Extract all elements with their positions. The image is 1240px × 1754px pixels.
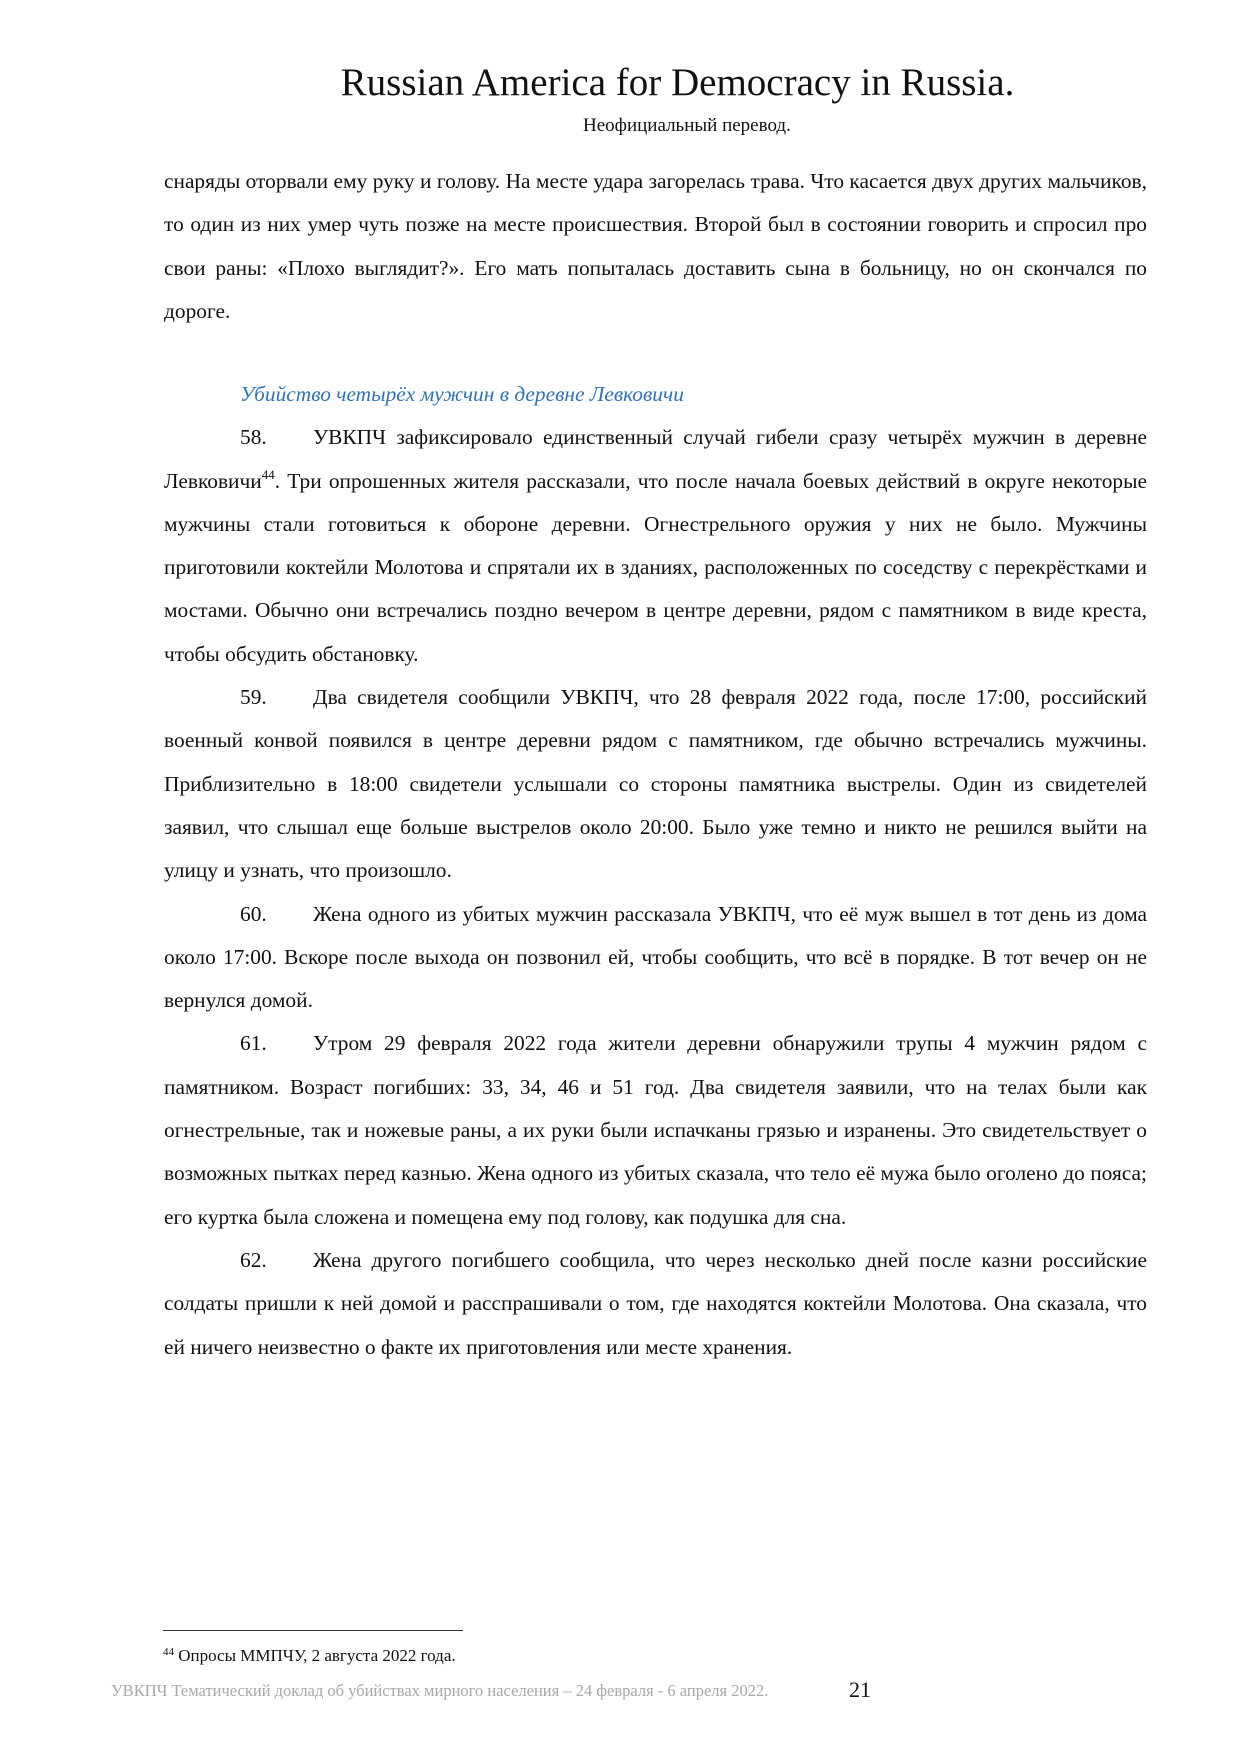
page-number: 21 [849,1677,871,1702]
page-subtitle: Неофициальный перевод. [583,115,791,136]
paragraph-text: УВКПЧ зафиксировало единственный случай гибели сразу четырёх мужчин в деревне Левковичи [164,425,1147,493]
paragraph-61 [164,1022,1147,1238]
intro-paragraph: снаряды оторвали ему руку и голову. На месте удара загорелась трава. Что касается двух других мальчиков, то один из них умер чуть позже на месте происшествия. Второй был в состоянии говорить и спросил про свои раны: «Плохо выглядит?». Его мать попыталась доставить сына в больницу, но он скончался по дороге. [164,169,1147,323]
footnote-ref-44[interactable]: 44 [261,466,275,482]
page-footer-text: УВКПЧ Тематический доклад об убийствах мирного населения – 24 февраля - 6 апреля 2022. [111,1681,769,1700]
section-levkovichi [164,373,1147,1369]
paragraph-59 [164,676,1147,892]
footnote-44 [163,1645,456,1667]
paragraph-58 [164,416,1147,676]
footnote-marker: 44 [163,1646,174,1658]
paragraph-60 [164,893,1147,1023]
footnote-text: Опросы ММПЧУ, 2 августа 2022 года. [174,1646,456,1665]
paragraph-number: 58. [240,425,267,450]
intro-section [164,160,1147,333]
paragraph-62 [164,1239,1147,1369]
paragraph-text-continued: . Три опрошенных жителя рассказали, что после начала боевых действий в округе некоторые мужчины стали готовиться к обороне деревни. Огнестрельного оружия у них не было. Мужчины приготовили коктейли Молотова и спрятали их в зданиях, расположенных по соседству с перекрёстками и мостами. Обычно они встречались поздно вечером в центре деревни, рядом с памятником в виде креста, чтобы обсудить обстановку. [164,468,1147,666]
paragraph-text: Жена другого погибшего сообщила, что через несколько дней после казни российские солдаты пришли к ней домой и расспрашивали о том, где находятся коктейли Молотова. Она сказала, что ей ничего неизвестно о факте их приготовления или месте хранения. [164,1247,1147,1359]
paragraph-text: Жена одного из убитых мужчин рассказала УВКПЧ, что её муж вышел в тот день из дома около 17:00. Вскоре после выхода он позвонил ей, чтобы сообщить, что всё в порядке. В тот вечер он не вернулся домой. [164,901,1147,1013]
paragraph-number: 59. [240,685,267,710]
paragraph-number: 61. [240,1031,267,1056]
paragraph-text: Два свидетеля сообщили УВКПЧ, что 28 февраля 2022 года, после 17:00, российский военный конвой появился в центре деревни рядом с памятником, где обычно встречались мужчины. Приблизительно в 18:00 свидетели услышали со стороны памятника выстрелы. Один из свидетелей заявил, что слышал еще больше выстрелов около 20:00. Было уже темно и никто не решился выйти на улицу и узнать, что произошло. [164,685,1147,883]
footnote-separator [163,1630,463,1631]
page-title: Russian America for Democracy in Russia. [340,61,1015,104]
paragraph-number: 60. [240,901,267,926]
section-heading: Убийство четырёх мужчин в деревне Левковичи [240,382,684,406]
paragraph-number: 62. [240,1247,267,1272]
paragraph-text: Утром 29 февраля 2022 года жители деревни обнаружили трупы 4 мужчин рядом с памятником. Возраст погибших: 33, 34, 46 и 51 год. Два свидетеля заявили, что на телах были как огнестрельные, так и ножевые раны, а их руки были испачканы грязью и изранены. Это свидетельствует о возможных пытках перед казнью. Жена одного из убитых сказала, что тело её мужа было оголено до пояса; его куртка была сложена и помещена ему под голову, как подушка для сна. [164,1031,1147,1229]
